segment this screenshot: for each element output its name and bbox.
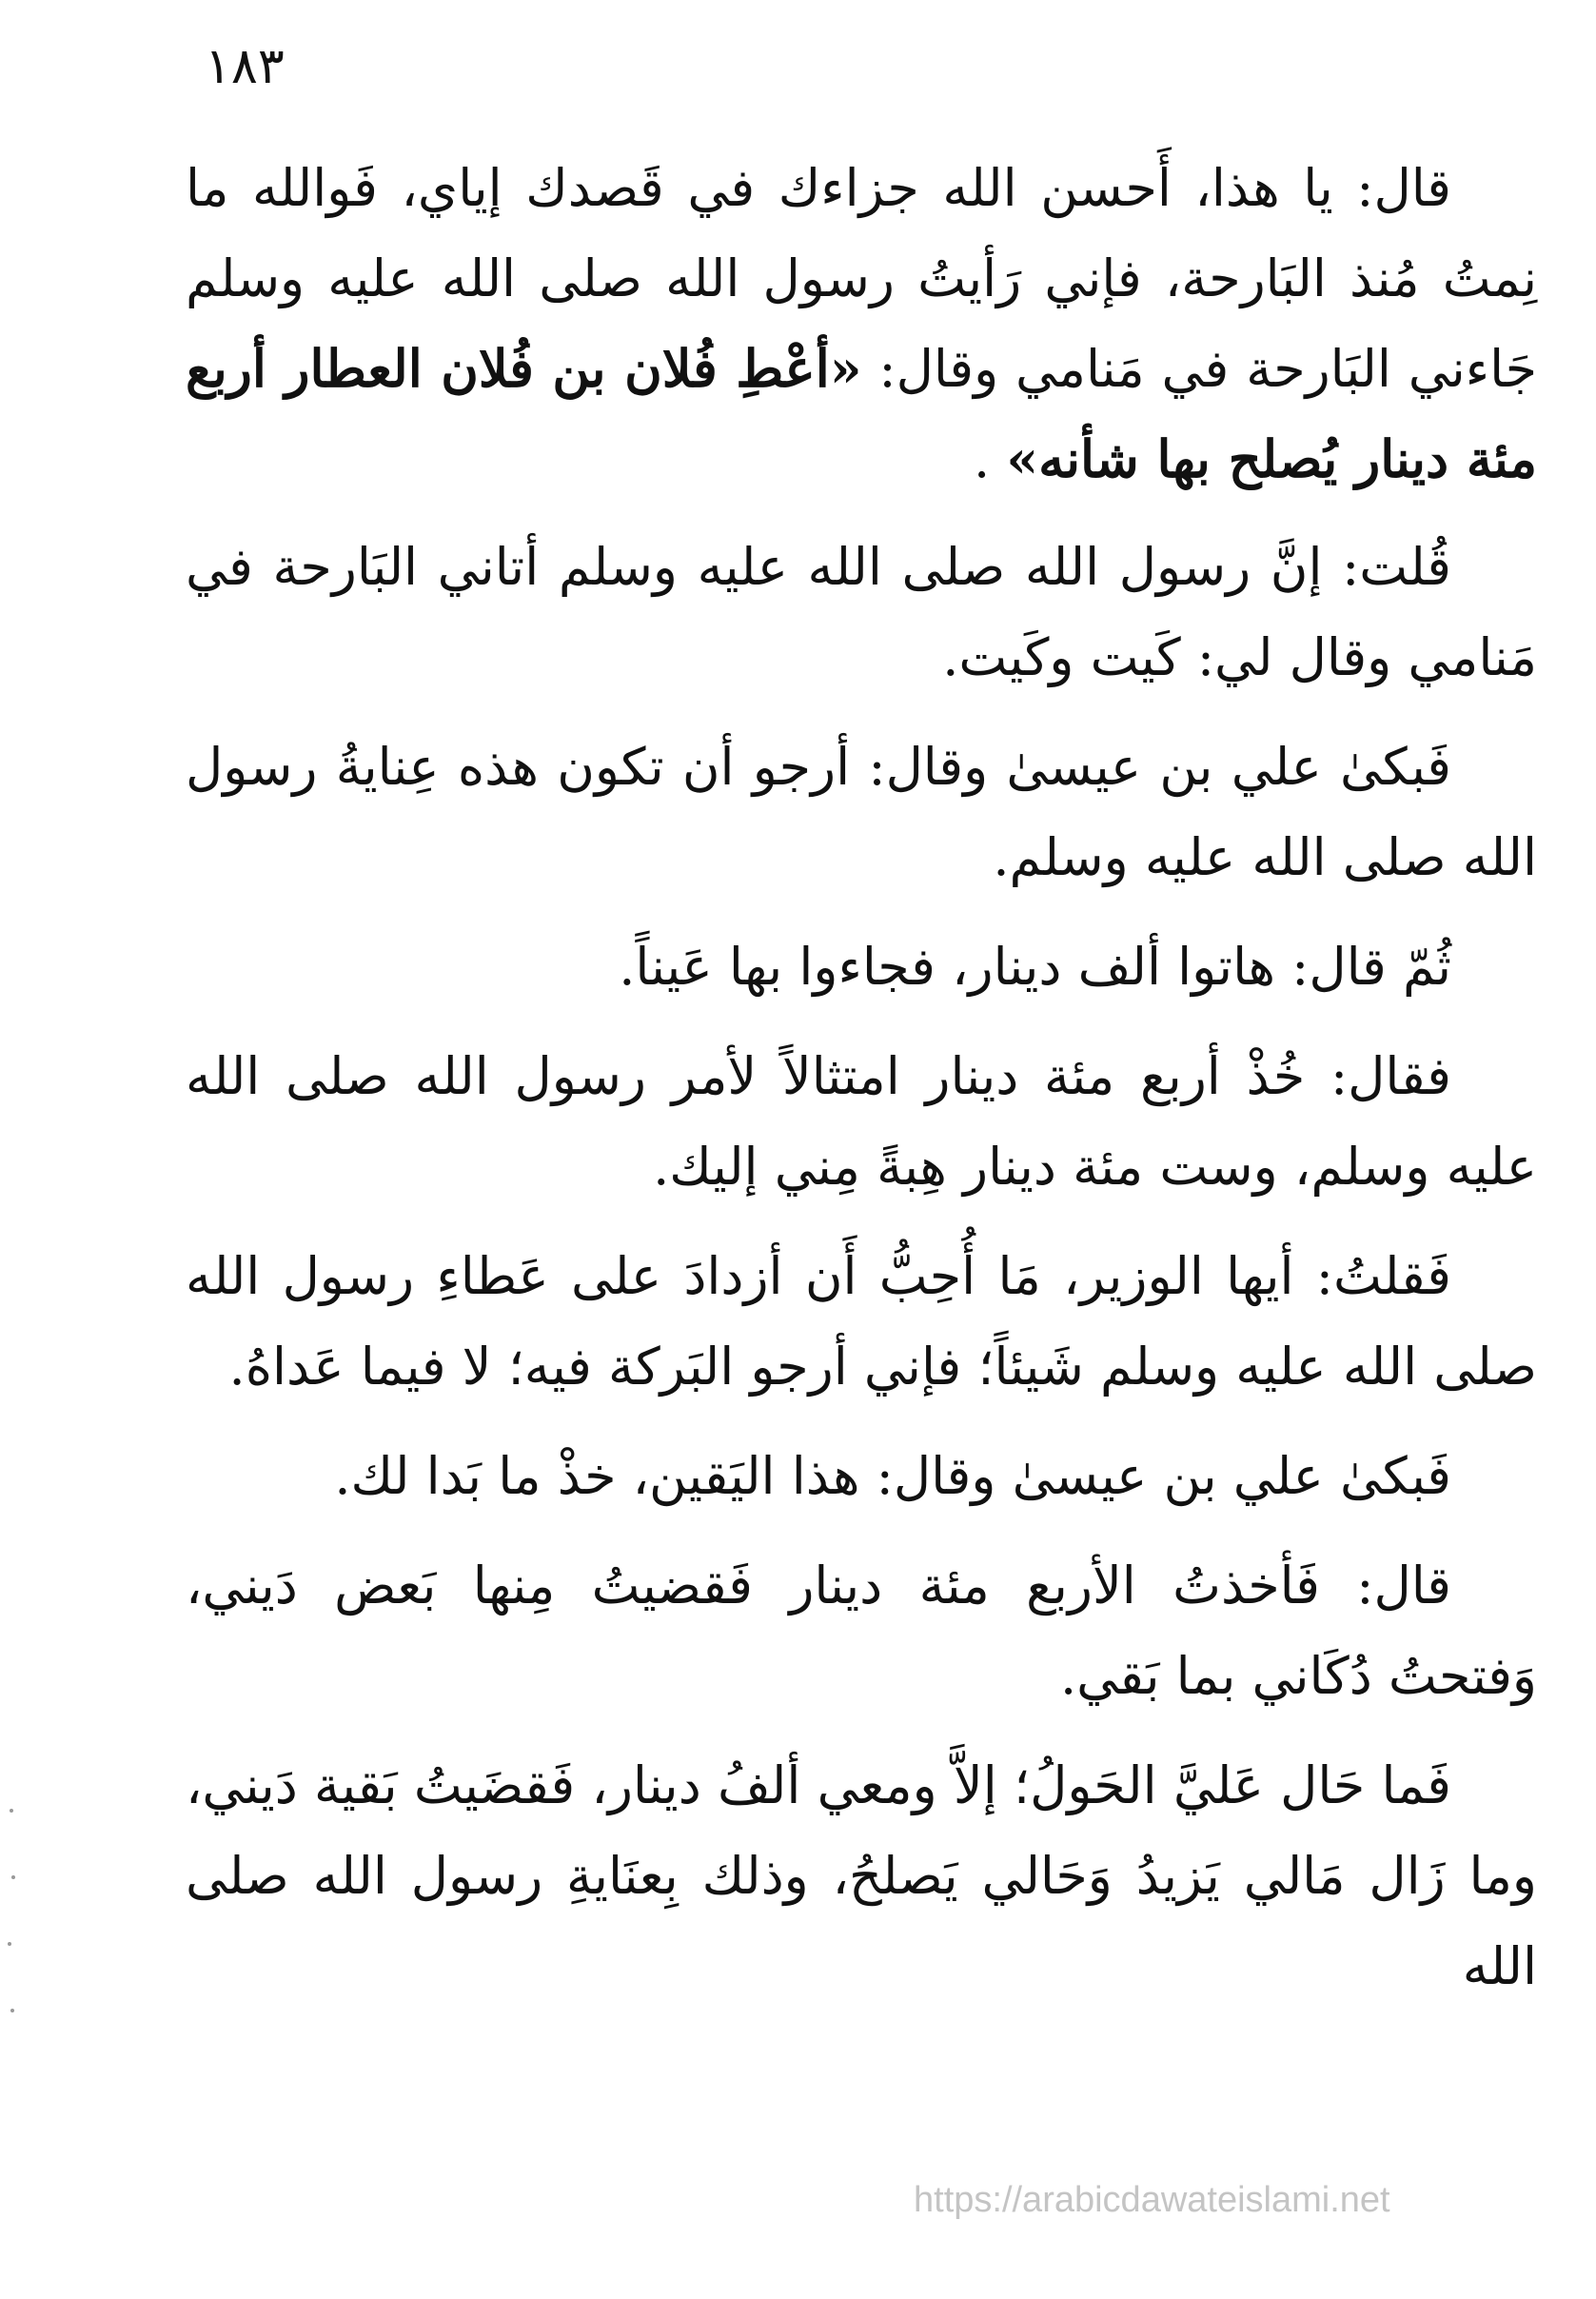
- margin-speck: [10, 1809, 13, 1813]
- paragraph-9: فَما حَال عَليَّ الحَولُ؛ إلاَّ ومعي ألفُ دينار، فَقضَيتُ بَقية دَيني، وما زَال مَالي يَزيدُ وَحَالي يَصلحُ، وذلك بِعنَايةِ رسول الله صلى الله: [186, 1755, 1537, 1996]
- paragraph-5: فقال: خُذْ أربع مئة دينار امتثالاً لأمر رسول الله صلى الله عليه وسلم، وست مئة دينار هِبةً مِني إليك.: [186, 1046, 1537, 1197]
- body-text: [186, 143, 1537, 2031]
- paragraph-1: [186, 143, 1537, 505]
- margin-speck: [8, 1942, 11, 1946]
- watermark-url: https://arabicdawateislami.net: [914, 2180, 1390, 2220]
- paragraph-8: قال: فَأخذتُ الأربع مئة دينار فَقضيتُ مِنها بَعض دَيني، وَفتحتُ دُكَاني بما بَقي.: [186, 1556, 1537, 1706]
- margin-speck: [10, 2009, 14, 2012]
- paragraph-1-end: .: [973, 429, 1007, 489]
- paragraph-2: قُلت: إنَّ رسول الله صلى الله عليه وسلم أتاني البَارحة في مَنامي وقال لي: كَيت وكَيت.: [186, 537, 1537, 687]
- paragraph-6: فَقلتُ: أيها الوزير، مَا أُحِبُّ أَن أزدادَ على عَطاءِ رسول الله صلى الله عليه وسلم شَيئاً؛ فإني أرجو البَركة فيه؛ لا فيما عَداهُ.: [186, 1246, 1537, 1397]
- quoted-command: «أعْطِ فُلان بن فُلان العطار أربع مئة دينار يُصلح بها شأنه»: [186, 338, 1537, 489]
- paragraph-4: ثُمّ قال: هاتوا ألف دينار، فجاءوا بها عَيناً.: [619, 937, 1451, 997]
- paragraph-1-text: قال: يا هذا، أَحسن الله جزاءك في قَصدك إياي، فَوالله ما نِمتُ مُنذ البَارحة، فإني رَأيتُ رسول الله صلى الله عليه وسلم جَاءني البَارحة في مَنامي وقال:: [186, 158, 1537, 399]
- paragraph-7: فَبكىٰ علي بن عيسىٰ وقال: هذا اليَقين، خذْ ما بَدا لك.: [334, 1446, 1451, 1506]
- margin-speck: [11, 1875, 15, 1879]
- paragraph-3: فَبكىٰ علي بن عيسىٰ وقال: أرجو أن تكون هذه عِنايةُ رسول الله صلى الله عليه وسلم.: [186, 737, 1537, 887]
- page-number: ١٨٣: [205, 38, 285, 95]
